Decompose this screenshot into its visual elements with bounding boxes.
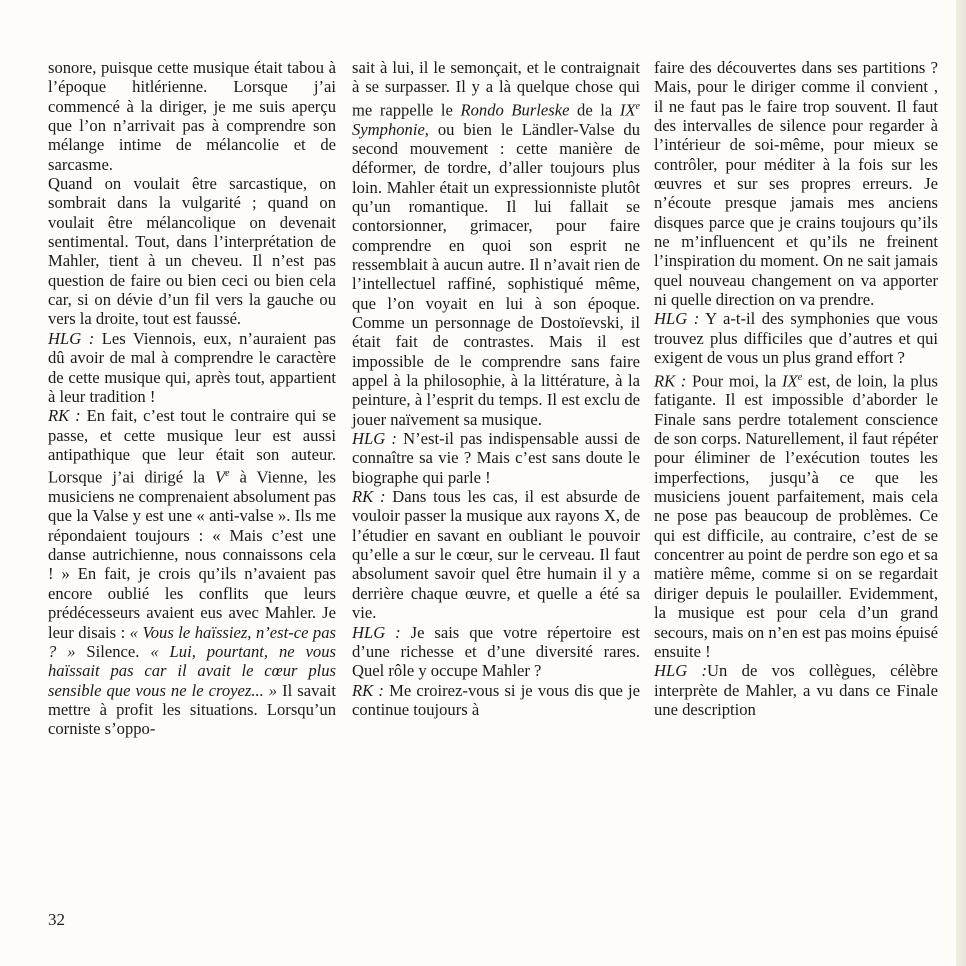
italic-text: Rondo Burleske <box>460 100 570 120</box>
text-run: Quand on voulait être sarcastique, on sombrait dans la vulgarité ; quand on voulait être mélancolique on devenait sentimental. Tout, dans l’interprétation de Mahler, tient à un cheveu. Il n’est pas question de faire ou bien ceci ou bien cela car, si on dévie d’un fil vers la gauche ou vers la droite, tout est faussé. <box>48 174 336 329</box>
speaker-label: HLG : <box>352 622 401 642</box>
text-column-2 <box>352 58 640 719</box>
superscript: e <box>225 468 230 480</box>
text-run: Un de vos collègues, célèbre interprète de Mahler, a vu dans ce Finale une description <box>654 661 939 719</box>
superscript: e <box>635 100 640 112</box>
text-run: Me croirez-vous si je vous dis que je continue toujours à <box>352 680 640 719</box>
paragraph <box>654 58 938 309</box>
paragraph <box>48 174 336 329</box>
text-run: sait à lui, il le semonçait, et le contraignait à se surpasser. Il y a là quelque chose qui me rappelle le <box>352 58 640 120</box>
page-number: 32 <box>48 910 65 929</box>
superscript: e <box>797 371 803 383</box>
text-run: Je sais que votre répertoire est d’une richesse et d’une diversité rares. Quel rôle y occupe Mahler ? <box>352 622 641 681</box>
speaker-label: RK : <box>48 406 81 426</box>
speaker-label: RK : <box>352 680 384 700</box>
text-run: de la <box>569 100 620 120</box>
italic-text: « Lui, pourtant, ne vous haïssait pas car il avait le cœur plus sensible que vous ne le croyez... » <box>48 641 336 700</box>
speaker-label: HLG : <box>352 429 397 449</box>
paragraph <box>48 406 336 738</box>
italic-text: IX <box>782 371 798 391</box>
text-column-3 <box>654 58 938 719</box>
italic-text: « Vous le haïssiez, n’est-ce pas ? » <box>48 622 336 661</box>
speaker-label: HLG : <box>654 309 700 329</box>
paragraph <box>352 681 640 720</box>
text-run: faire des découvertes dans ses partitions ? Mais, pour le diriger comme il convient , il ne faut pas le faire trop souvent. Il faut des intervalles de silence pour regarder à l’intérieur de soi-même, pour mieux se contrôler, pour méditer à la fois sur les œuvres et sur ses propres erreurs. Je n’écoute presque jamais mes anciens disques parce que je crains toujours qu’ils ne m’influencent et qu’ils ne freinent l’inspiration du moment. On ne sait jamais quel nouveau changement on va apporter ni quelle direction on va prendre. <box>654 58 938 310</box>
paragraph <box>352 429 640 487</box>
text-run: Dans tous les cas, il est absurde de vouloir passer la musique aux rayons X, de l’étudier en savant en oubliant le pouvoir qu’elle a sur le cœur, sur le cerveau. Il faut absolument savoir quel être humain il y a derrière chaque œuvre, et quelle a été sa vie. <box>352 487 640 623</box>
text-run: En fait, c’est tout le contraire qui se passe, et cette musique leur est aussi antipathique que leur était son auteur. Lorsque j’ai dirigé la <box>48 406 336 487</box>
italic-text: IX <box>619 100 636 120</box>
paragraph <box>654 309 938 367</box>
speaker-label: RK : <box>654 371 687 391</box>
speaker-label: RK : <box>352 487 386 507</box>
paragraph <box>352 623 640 681</box>
paragraph <box>352 487 640 622</box>
paragraph <box>352 58 640 429</box>
text-run: Il savait mettre à profit les situations. Lorsqu’un corniste s’oppo- <box>48 680 336 739</box>
text-run: sonore, puisque cette musique était tabou à l’époque hitlérienne. Lorsque j’ai commencé à la diriger, je me suis aperçu que l’on n’arrivait pas à comprendre son mélange intime de mélancolie et de sarcasme. <box>48 58 336 174</box>
italic-text: Symphonie, <box>352 119 429 139</box>
speaker-label: HLG : <box>48 328 95 348</box>
paragraph <box>654 661 938 719</box>
page-edge <box>956 0 966 966</box>
text-run: Pour moi, la <box>686 371 783 391</box>
text-run: Y a-t-il des symphonies que vous trouvez plus difficiles que d’autres et qui exigent de vous un plus grand effort ? <box>654 309 938 368</box>
text-run: N’est-il pas indispensable aussi de connaître sa vie ? Mais c’est sans doute le biographe qui parle ! <box>352 429 640 487</box>
text-run: à Vienne, les musiciens ne comprenaient absolument pas que la Valse y est une « anti-valse ». Ils me répondaient toujours : « Mais c’est une danse autrichienne, nous connaissons cela ! » En fait, je crois qu’ils n’avaient pas encore oublié les conflits que leurs prédécesseurs avaient eus avec Mahler. Je leur disais : <box>48 467 337 642</box>
text-run: ou bien le Ländler-Valse du second mouvement : cette manière de déformer, de tordre, d’aller toujours plus loin. Mahler était un expressionniste plutôt qu’un romantique. Il lui fallait se contorsionner, grimacer, pour faire comprendre en quoi son esprit ne ressemblait à aucun autre. Il n’avait rien de l’intellectuel raffiné, sophistiqué même, que l’on voyait en lui à son époque. Comme un personnage de Dostoïevski, il était fait de contrastes. Mais il est impossible de le comprendre sans faire appel à la philosophie, à la littérature, à la peinture, à l’esprit du temps. Il est exclu de jouer naïvement sa musique. <box>352 119 640 429</box>
text-column-1 <box>48 58 336 739</box>
paragraph <box>48 58 336 174</box>
italic-text: V <box>214 467 226 487</box>
text-run: Silence. <box>75 641 151 661</box>
paragraph <box>654 368 938 662</box>
speaker-label: HLG : <box>654 661 708 681</box>
text-run: est, de loin, la plus fatigante. Il est impossible d’aborder le Finale sans perdre totalement conscience de son corps. Naturellement, il faut répéter pour éliminer de l’exécution toutes les imperfections, jusqu’à ce que les musiciens jouent parfaitement, mais cela ne pose pas beaucoup de problèmes. Ce qui est difficile, au contraire, c’est de se concentrer au point de perdre son ego et sa matière même, comme si on se regardait diriger depuis le poulailler. Evidemment, la musique est pour cela d’un grand secours, mais on n’en est pas moins épuisé ensuite ! <box>654 371 938 661</box>
text-run: Les Viennois, eux, n’auraient pas dû avoir de mal à comprendre le caractère de cette musique qui, après tout, appartient à leur tradition ! <box>48 328 336 406</box>
paragraph <box>48 329 336 406</box>
